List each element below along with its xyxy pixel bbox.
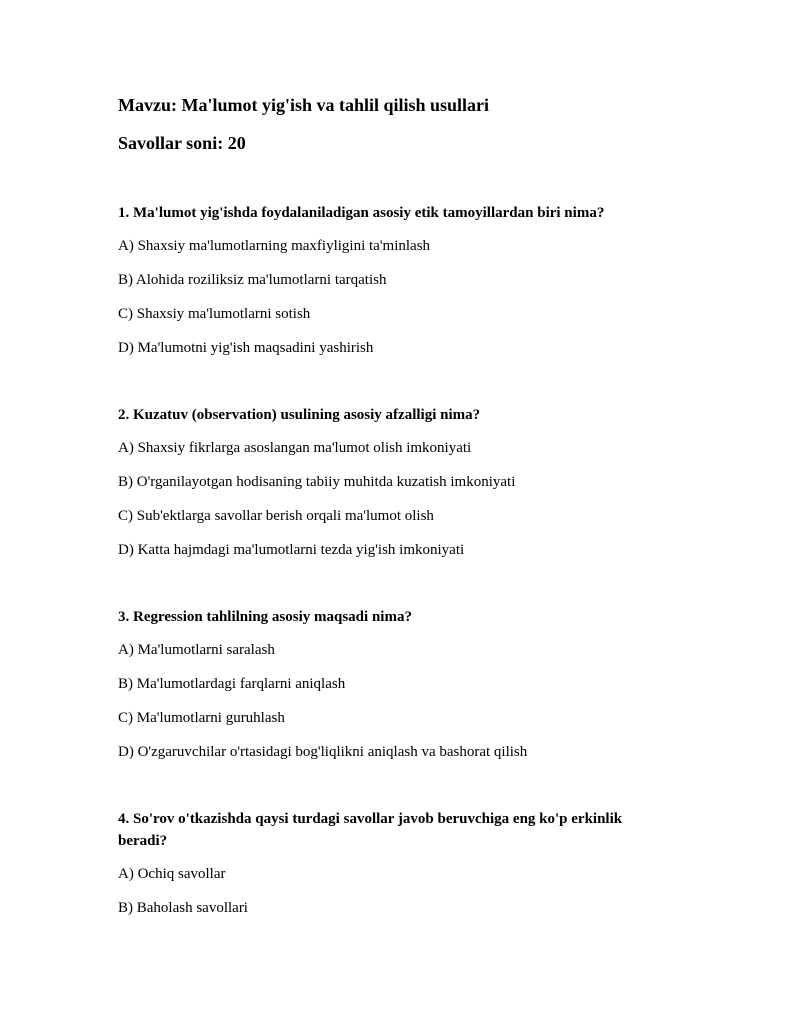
answer-option-d: D) Katta hajmdagi ma'lumotlarni tezda yig'ish imkoniyati <box>118 542 465 558</box>
question-count: Savollar soni: 20 <box>118 133 246 153</box>
answer-option-c: C) Sub'ektlarga savollar berish orqali ma'lumot olish <box>118 508 434 524</box>
answer-option-a: A) Shaxsiy fikrlarga asoslangan ma'lumot olish imkoniyati <box>118 440 472 456</box>
answer-option-c: C) Ma'lumotlarni guruhlash <box>118 710 285 726</box>
answer-option-b: B) Ma'lumotlardagi farqlarni aniqlash <box>118 676 346 692</box>
question-3 <box>118 606 678 762</box>
answer-option-b: B) Baholash savollari <box>118 900 248 916</box>
question-text: 1. Ma'lumot yig'ishda foydalaniladigan asosiy etik tamoyillardan biri nima? <box>118 205 605 221</box>
question-text: 4. So'rov o'tkazishda qaysi turdagi savollar javob beruvchiga eng ko'p erkinlik beradi? <box>118 811 623 849</box>
question-text: 2. Kuzatuv (observation) usulining asosiy afzalligi nima? <box>118 407 481 423</box>
question-4 <box>118 808 658 918</box>
question-2 <box>118 404 678 560</box>
answer-option-c: C) Shaxsiy ma'lumotlarni sotish <box>118 306 311 322</box>
answer-option-a: A) Shaxsiy ma'lumotlarning maxfiyligini ta'minlash <box>118 238 431 254</box>
question-text: 3. Regression tahlilning asosiy maqsadi nima? <box>118 609 412 625</box>
answer-option-d: D) O'zgaruvchilar o'rtasidagi bog'liqlikni aniqlash va bashorat qilish <box>118 744 528 760</box>
answer-option-b: B) Alohida roziliksiz ma'lumotlarni tarqatish <box>118 272 387 288</box>
answer-option-b: B) O'rganilayotgan hodisaning tabiiy muhitda kuzatish imkoniyati <box>118 474 516 490</box>
document-topic: Mavzu: Ma'lumot yig'ish va tahlil qilish usullari <box>118 95 490 115</box>
answer-option-a: A) Ma'lumotlarni saralash <box>118 642 275 658</box>
answer-option-d: D) Ma'lumotni yig'ish maqsadini yashirish <box>118 340 374 356</box>
answer-option-a: A) Ochiq savollar <box>118 866 226 882</box>
question-1 <box>118 202 678 358</box>
